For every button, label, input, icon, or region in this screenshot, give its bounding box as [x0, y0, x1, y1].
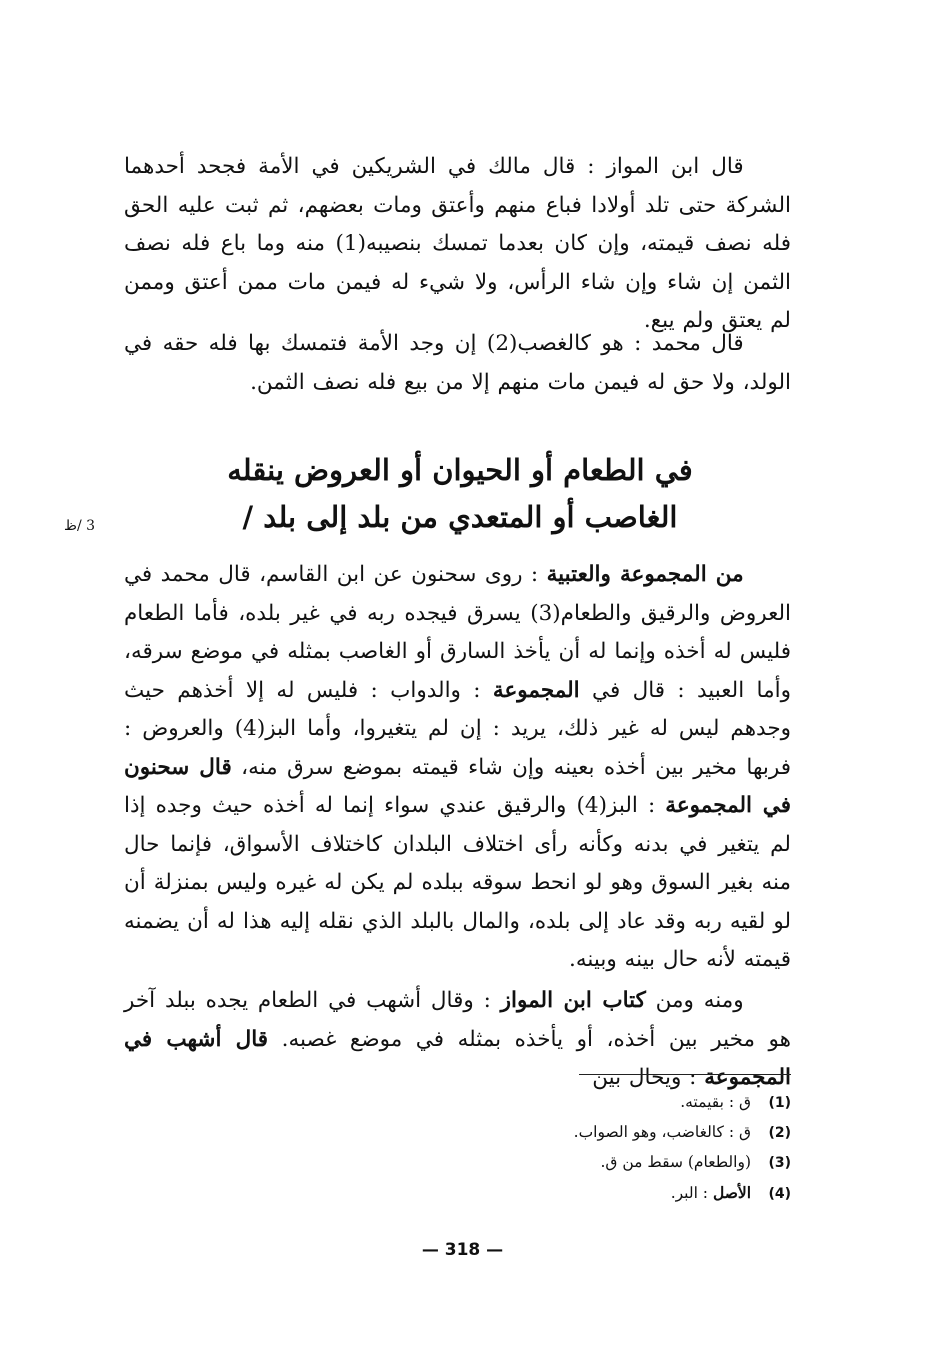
page-number: — 318 — [421, 1240, 504, 1260]
footnote-number: (3) [768, 1155, 791, 1171]
footnote-number: (1) [768, 1095, 791, 1111]
text-run: : البر. [670, 1184, 713, 1202]
paragraph-text: قال محمد : هو كالغصب(2) إن وجد الأمة فتمسك بها فله حقه في الولد، ولا حق له فيمن مات منهم إلا من بيع فله نصف الثمن. [124, 331, 791, 395]
text-run: : وقال أشهب في الطعام يجده ببلد آخر هو مخير بين أخذه، أو يأخذه بمثله في موضع غصبه. [124, 988, 791, 1052]
source-title: المجموعة [492, 677, 580, 703]
manuscript-folio-note: 3 /ظ [64, 518, 96, 534]
footnote-text: (والطعام) سقط من ق. [600, 1153, 751, 1171]
section-heading-line-2: الغاصب أو المتعدي من بلد إلى بلد / [242, 500, 678, 534]
section-heading-line-1: في الطعام أو الحيوان أو العروض ينقله [227, 453, 693, 487]
paragraph-text [124, 556, 791, 980]
text-run: : البز(4) والرقيق عندي سواء إنما له أخذه حيث وجده إذا لم يتغير في بدنه وكأنه رأى اختلاف البلدان كاختلاف الأسواق، فإنما حال منه بغير السوق وهو لو انحط سوقه ببلده لم يكن له غيره وليس بمنزلة أن لو لقيه ربه وقد عاد إلى بلده، والمال بالبلد الذي نقله إليه هذا له أن يضمنه قيمته لأنه حال بينه وبينه. [124, 793, 791, 972]
source-title: قال أشهب في المجموعة [124, 1026, 791, 1090]
footnote-divider [579, 1074, 791, 1075]
paragraph-text: قال ابن المواز : قال مالك في الشريكين في الأمة فجحد أحدهما الشركة حتى تلد أولادا فباع منهم وأعتق ومات بعضهم، ثم ثبت عليه الحق فله نصف قيمته، وإن كان بعدما تمسك بنصيبه(1) منه وما باع فله نصف الثمن إن شاء وإن شاء الرأس، ولا شيء له فيمن مات ممن أعتق وممن لم يعتق ولم يبع. [124, 154, 791, 333]
footnote-text: ق : بقيمته. [680, 1093, 751, 1111]
source-title: من المجموعة والعتبية [546, 562, 744, 587]
footnote [430, 1088, 791, 1118]
paragraph-muhammad [124, 325, 791, 402]
paragraph-ashhab [124, 982, 791, 1098]
source-title: قال سحنون في المجموعة [124, 754, 791, 818]
paragraph-text [124, 982, 791, 1098]
footnotes [430, 1088, 791, 1209]
footnote-text: ق : كالغاضب، وهو الصواب. [573, 1123, 751, 1141]
footnote [430, 1148, 791, 1178]
footnote-number: (4) [768, 1186, 791, 1202]
footnote-number: (2) [768, 1125, 791, 1141]
source-title: كتاب ابن المواز [500, 988, 646, 1013]
paragraph-majmua [124, 556, 791, 980]
text-run: : ويحال بين [592, 1065, 705, 1090]
footnote-source: الأصل [712, 1183, 751, 1202]
footnote-text [671, 1178, 751, 1208]
text-run: : روى سحنون عن ابن القاسم، قال محمد في العروض والرقيق والطعام(3) يسرق فيجده ربه في غير بلده، فأما الطعام فليس له أخذه وإنما له أن يأخذ السارق أو الغاصب بمثله في موضع سرقه، وأما العبيد : قال في [124, 562, 792, 703]
footnote [430, 1118, 791, 1148]
footnote [430, 1178, 791, 1209]
section-heading [200, 447, 720, 541]
text-run: ومنه ومن [645, 988, 744, 1013]
text-run: : والدواب : فليس له إلا أخذهم حيث وجدهم ليس له غير ذلك، يريد : إن لم يتغيروا، وأما البز(4) والعروض : فربها مخير بين أخذه بعينه وإن شاء قيمته بموضع سرق منه، [124, 677, 792, 780]
paragraph-ibn-al-mawaz [124, 148, 791, 341]
